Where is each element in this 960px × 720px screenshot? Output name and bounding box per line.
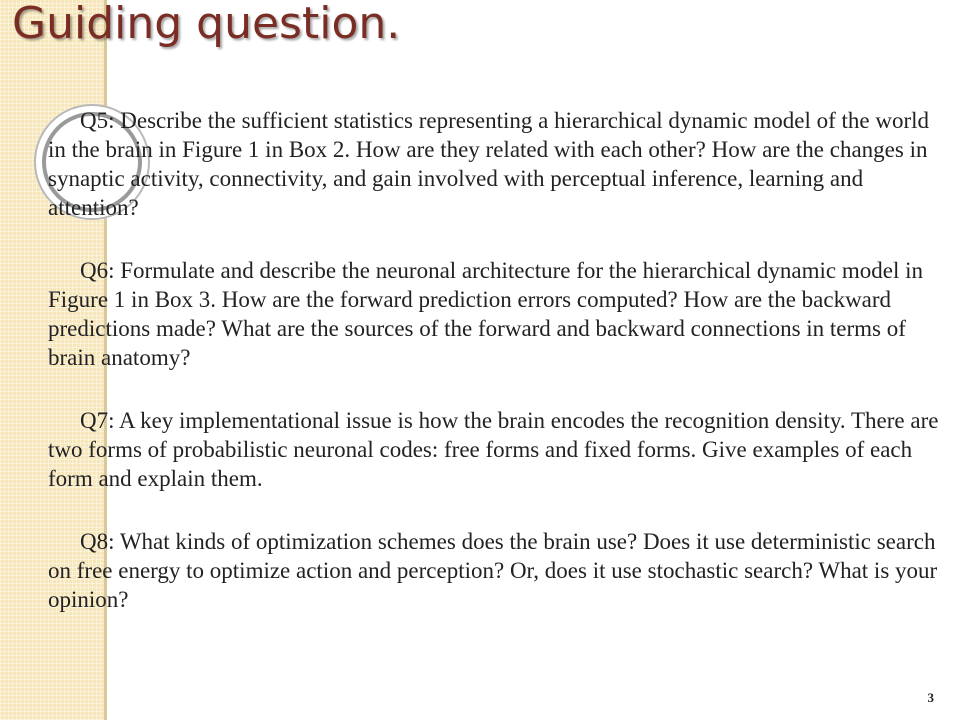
question-q7: Q7: A key implementational issue is how the brain encodes the recognition density. There are two forms of probabilistic neuronal codes: free forms and fixed forms. Give examples of each form and explain them. (48, 408, 939, 491)
page-number: 3 (927, 690, 934, 705)
question-q6: Q6: Formulate and describe the neuronal architecture for the hierarchical dynamic model in Figure 1 in Box 3. How are the forward prediction errors computed? How are the backward predictions made? What are the sources of the forward and backward connections in terms of brain anatomy? (48, 258, 923, 370)
question-q5: Q5: Describe the sufficient statistics representing a hierarchical dynamic model of the world in the brain in Figure 1 in Box 2. How are they related with each other? How are the changes in synaptic activity, connectivity, and gain involved with perceptual inference, learning and attention? (48, 108, 930, 220)
question-q8: Q8: What kinds of optimization schemes does the brain use? Does it use deterministic search on free energy to optimize action and perception? Or, does it use stochastic search? What is your opinion? (48, 529, 938, 612)
slide-title: Guiding question. (12, 0, 401, 49)
question-list (48, 106, 948, 648)
